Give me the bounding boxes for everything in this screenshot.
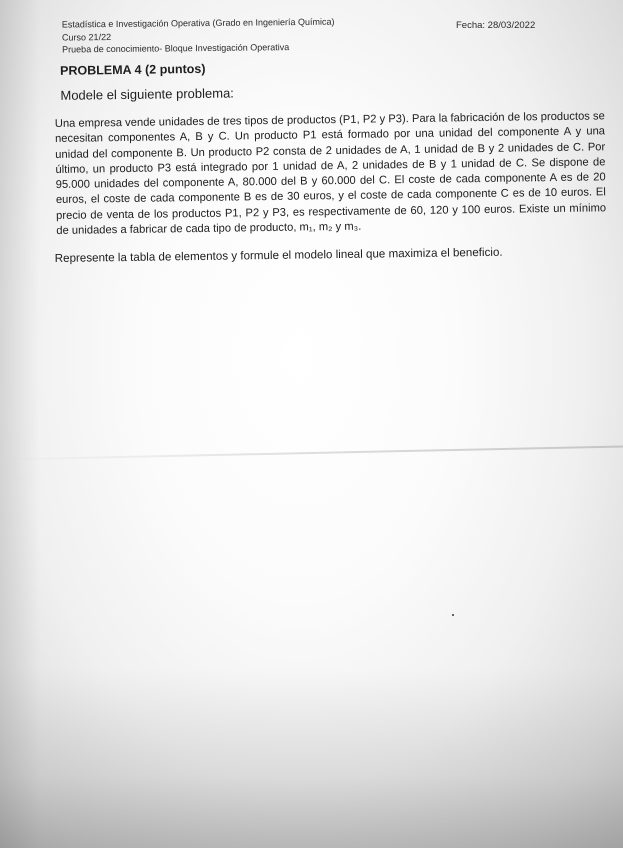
problem-subtitle: Modele el siguiente problema: (60, 85, 234, 103)
ink-speck (452, 614, 454, 616)
problem-statement: Una empresa vende unidades de tres tipos de productos (P1, P2 y P3). Para la fabricación de los productos se necesitan componentes A, B y C. Un producto P1 está formado por una unidad del componente A y una unidad del componente B. Un producto P2 consta de 2 unidades de A, 1 unidad de B y 2 unidades de C. Por último, un producto P3 está integrado por 1 unidad de A, 2 unidades de B y 1 unidad de C. Se dispone de 95.000 unidades del componente A, 80.000 del B y 60.000 del C. El coste de cada componente A es de 20 euros, el coste de cada componente B es de 30 euros, y el coste de cada componente C es de 10 euros. El precio de venta de los productos P1, P2 y P3, es respectivamente de 60, 120 y 100 euros. Existe un mínimo de unidades a fabricar de cada tipo de producto, m₁, m₂ y m₃. (54, 110, 607, 238)
problem-title: PROBLEMA 4 (2 puntos) (59, 61, 206, 78)
problem-instruction: Represente la tabla de elementos y formule el modelo lineal que maximiza el beneficio. (54, 246, 503, 266)
page-shadow-bottom (0, 668, 623, 848)
page-shadow-left (0, 0, 40, 848)
header-course-title: Estadística e Investigación Operativa (Grado en Ingeniería Química) (61, 16, 335, 30)
header-course-year: Curso 21/22 (61, 31, 112, 43)
header-exam-name: Prueba de conocimiento- Bloque Investigación Operativa (62, 42, 290, 55)
problem-section (52, 56, 607, 266)
page-fold (0, 445, 623, 460)
header-date: Fecha: 28/03/2022 (456, 20, 536, 31)
